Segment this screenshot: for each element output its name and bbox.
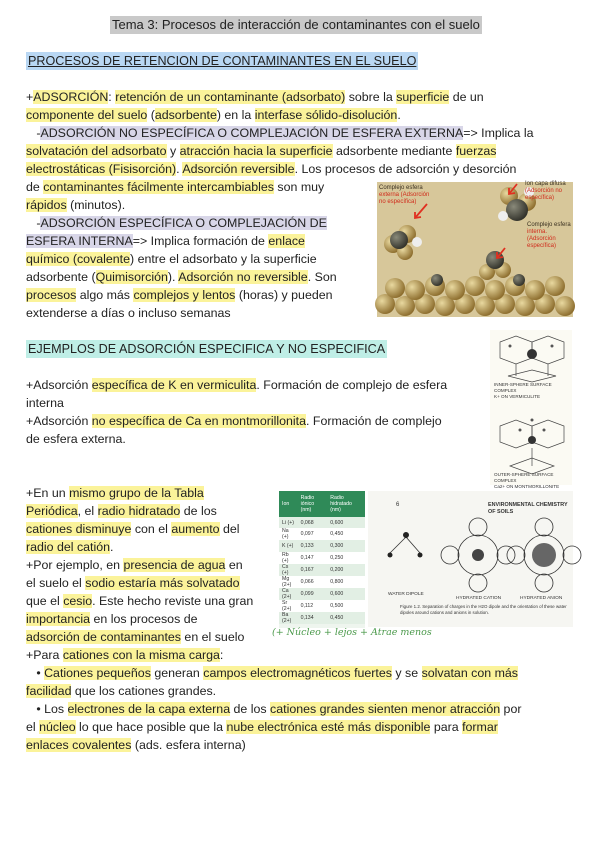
text-segment: de esfera externa. <box>26 432 126 446</box>
highlighted-text: interfase sólido-disolución <box>254 108 398 122</box>
table-cell: 0,112 <box>300 602 314 609</box>
surface-complex-figure <box>490 330 572 489</box>
text-segment: . <box>110 540 114 554</box>
surface-complex-drawing <box>490 330 572 485</box>
text-line <box>26 106 533 124</box>
table-cell: 0,133 <box>300 543 314 550</box>
highlighted-text: complejos y lentos <box>133 288 236 302</box>
highlighted-text: químico (covalente <box>26 252 130 266</box>
highlighted-text: rápidos <box>26 198 67 212</box>
table-cell: Cs (+) <box>282 563 289 576</box>
table-cell: 0,097 <box>300 531 314 538</box>
figure-page-number: 6 <box>396 502 400 508</box>
highlighted-text: sodio estaría más solvatado <box>85 576 240 590</box>
highlighted-text: enlace <box>268 234 305 248</box>
table-header: Radio hidratado (nm) <box>330 495 352 513</box>
highlighted-text: solvatación del adsorbato <box>26 144 167 158</box>
text-line <box>26 700 521 718</box>
text-line <box>26 682 521 700</box>
table-row <box>279 540 365 551</box>
highlighted-text: radio del catión <box>26 540 111 554</box>
table-cell: Mg (2+) <box>282 575 292 588</box>
text-segment: de <box>26 180 44 194</box>
text-segment: . Son <box>307 270 337 284</box>
table-cell: 0,134 <box>300 614 314 621</box>
text-segment: por <box>500 702 522 716</box>
text-line <box>26 430 447 448</box>
table-cell: Li (+) <box>282 519 294 526</box>
table-cell: Na (+) <box>282 528 289 541</box>
table-cell: K (+) <box>282 543 294 550</box>
highlighted-text: nube electrónica esté más disponible <box>226 720 431 734</box>
text-segment: y <box>166 144 180 158</box>
text-segment: . Este hecho reviste una gran <box>92 594 254 608</box>
table-row <box>279 564 365 576</box>
text-line <box>26 142 533 160</box>
text-segment: sobre la <box>345 90 397 104</box>
text-line <box>26 124 533 142</box>
section-heading-ejemplos: EJEMPLOS DE ADSORCIÓN ESPECIFICA Y NO ESPECIFICA <box>28 342 386 356</box>
text-segment: +En un <box>26 486 70 500</box>
highlighted-text: ESFERA INTERNA <box>26 234 133 248</box>
text-segment: +Adsorción <box>26 378 92 392</box>
table-row <box>279 612 365 624</box>
text-segment: de los <box>180 504 217 518</box>
label-outer-sphere: Complejo esfera externa (Adsorción no específica) <box>379 185 430 205</box>
text-line <box>26 718 521 736</box>
handwritten-note: (+ Núcleo + lejos + Atrae menos <box>272 627 432 638</box>
text-segment: (horas) y pueden <box>235 288 333 302</box>
highlighted-text: enlaces covalentes <box>26 738 132 752</box>
highlighted-text: campos electromagnéticos fuertes <box>203 666 392 680</box>
highlighted-text: núcleo <box>39 720 76 734</box>
label-inner-sphere: Complejo esfera interna. (Adsorción específica) <box>527 222 571 249</box>
table-cell: 0,250 <box>330 554 344 561</box>
text-segment: ( <box>147 108 155 122</box>
text-segment: . Formación de complejo de esfera <box>256 378 448 392</box>
table-cell: 0,167 <box>300 566 314 573</box>
text-segment: el <box>26 720 40 734</box>
table-cell: 0,800 <box>330 578 344 585</box>
highlighted-text: importancia <box>26 612 91 626</box>
highlighted-text: fuerzas <box>455 144 497 158</box>
table-header: Radio iónico (nm) <box>300 495 315 513</box>
highlighted-text: atracción hacia la superficie <box>179 144 333 158</box>
highlighted-text: electrostáticas (Fisisorción) <box>26 162 177 176</box>
text-line <box>26 376 447 394</box>
highlighted-text: mismo grupo de la Tabla <box>69 486 204 500</box>
text-segment: : <box>108 90 116 104</box>
table-row <box>279 600 365 612</box>
label-outer-complex: OUTER-SPHERE SURFACE COMPLEX Ca2+ ON MONTMORILLONITE <box>494 472 560 489</box>
table-row <box>279 528 365 540</box>
text-segment: ). <box>167 270 179 284</box>
text-segment: el suelo el <box>26 576 86 590</box>
water-dipole-figure <box>368 491 573 627</box>
text-segment: en el suelo <box>180 630 245 644</box>
table-cell: 0,600 <box>330 519 344 526</box>
table-cell: Rb (+) <box>282 551 289 564</box>
table-cell: 0,450 <box>330 531 344 538</box>
table-cell: 0,200 <box>330 566 344 573</box>
highlighted-text: ADSORCIÓN <box>33 90 109 104</box>
text-segment: algo más <box>76 288 134 302</box>
table-cell: 0,300 <box>330 543 344 550</box>
text-segment: con el <box>131 522 172 536</box>
text-segment: - <box>26 126 41 140</box>
text-segment: generan <box>150 666 204 680</box>
highlighted-text: específica de K en vermiculita <box>91 378 257 392</box>
text-segment: en <box>225 558 243 572</box>
highlighted-text: Cationes pequeños <box>44 666 151 680</box>
text-segment: . Formación de complejo <box>305 414 442 428</box>
table-row <box>279 576 365 588</box>
highlighted-text: Adsorción no reversible <box>178 270 308 284</box>
section-heading-retencion: PROCESOS DE RETENCION DE CONTAMINANTES EN EL SUELO <box>28 54 417 68</box>
text-segment: • <box>26 666 45 680</box>
highlighted-text: facilidad <box>26 684 72 698</box>
text-segment: ) entre el adsorbato y la superficie <box>130 252 317 266</box>
text-segment: (minutos). <box>66 198 126 212</box>
text-segment: : <box>219 648 224 662</box>
text-segment: interna <box>26 396 64 410</box>
text-segment: => Implica formación de <box>132 234 269 248</box>
text-segment: de un <box>449 90 484 104</box>
table-cell: 0,600 <box>330 590 344 597</box>
text-segment: en los procesos de <box>90 612 198 626</box>
table-row <box>279 552 365 564</box>
text-segment: +Adsorción <box>26 414 92 428</box>
table-header: Ion <box>282 501 290 507</box>
text-segment: • Los <box>26 702 68 716</box>
text-segment: y se <box>391 666 422 680</box>
text-line <box>26 160 533 178</box>
highlighted-text: Quimisorción <box>95 270 168 284</box>
label-water-dipole: WATER DIPOLE <box>388 592 424 597</box>
text-segment: adsorbente mediante <box>332 144 456 158</box>
table-cell: 0,500 <box>330 602 344 609</box>
text-line <box>26 646 521 664</box>
highlighted-text: ADSORCIÓN ESPECÍFICA O COMPLEJACIÓN DE <box>40 216 327 230</box>
table-cell: 0,147 <box>300 554 314 561</box>
text-line <box>26 736 521 754</box>
text-segment: que los cationes grandes. <box>71 684 217 698</box>
table-row <box>279 517 365 528</box>
table-cell: 0,099 <box>300 590 314 597</box>
figure-running-header: ENVIRONMENTAL CHEMISTRY OF SOILS <box>488 502 568 515</box>
text-segment: +Para <box>26 648 63 662</box>
table-cell: Sr (2+) <box>282 599 292 612</box>
figure-caption: Figure 1.2. Separation of charges in the H2O dipole and the orientation of these water dipoles around cations and anions in solution. <box>400 604 567 615</box>
highlighted-text: no específica de Ca en montmorillonita <box>91 414 306 428</box>
table-cell: Ba (2+) <box>282 611 292 624</box>
table-cell: 0,450 <box>330 614 344 621</box>
label-inner-complex: INNER-SPHERE SURFACE COMPLEX K+ ON VERMICULITE <box>494 382 552 399</box>
text-line <box>26 394 447 412</box>
text-segment: . Los procesos de adsorción y desorción <box>294 162 517 176</box>
text-segment: adsorbente ( <box>26 270 96 284</box>
text-segment: , el <box>77 504 98 518</box>
text-segment: del <box>219 522 240 536</box>
highlighted-text: adsorbente <box>154 108 217 122</box>
highlighted-text: solvatan con más <box>421 666 518 680</box>
highlighted-text: aumento <box>171 522 220 536</box>
table-row <box>279 588 365 600</box>
text-segment: + <box>26 90 34 104</box>
highlighted-text: cesio <box>63 594 93 608</box>
text-segment: extenderse a días o incluso semanas <box>26 306 231 320</box>
highlighted-text: Periódica <box>26 504 78 518</box>
table-cell: 0,066 <box>300 578 314 585</box>
text-segment: ) en la <box>216 108 255 122</box>
highlighted-text: cationes con la misma carga <box>62 648 220 662</box>
highlighted-text: formar <box>462 720 498 734</box>
text-segment: => Implica la <box>463 126 534 140</box>
page-title: Tema 3: Procesos de interacción de contaminantes con el suelo <box>112 17 480 32</box>
highlighted-text: cationes disminuye <box>26 522 132 536</box>
text-segment: que el <box>26 594 64 608</box>
label-hydrated-anion: HYDRATED ANION <box>520 596 563 601</box>
highlighted-text: electrones de la capa externa <box>67 702 231 716</box>
text-segment: . <box>176 162 183 176</box>
text-segment: de los <box>230 702 271 716</box>
text-segment: - <box>26 216 41 230</box>
adsorption-complexes-figure <box>377 182 573 317</box>
text-segment: lo que hace posible que la <box>75 720 227 734</box>
highlighted-text: cationes grandes sienten menor atracción <box>270 702 501 716</box>
text-segment: para <box>430 720 463 734</box>
ionic-radius-table <box>279 491 365 624</box>
label-hydrated-cation: HYDRATED CATION <box>456 596 502 601</box>
highlighted-text: adsorción de contaminantes <box>26 630 181 644</box>
highlighted-text: radio hidratado <box>97 504 181 518</box>
text-line <box>26 88 533 106</box>
highlighted-text: retención de un contaminante (adsorbato) <box>115 90 346 104</box>
text-line <box>26 664 521 682</box>
highlighted-text: superficie <box>396 90 450 104</box>
highlighted-text: presencia de agua <box>123 558 226 572</box>
highlighted-text: contaminantes fácilmente intercambiables <box>43 180 274 194</box>
text-segment: son muy <box>273 180 325 194</box>
text-segment: (ads. esfera interna) <box>131 738 246 752</box>
text-line <box>26 412 447 430</box>
highlighted-text: componente del suelo <box>26 108 148 122</box>
table-cell: 0,068 <box>300 519 314 526</box>
hydrated-radius-table <box>279 491 365 628</box>
text-segment: . <box>397 108 401 122</box>
section-ejemplos-body <box>26 376 447 448</box>
table-cell: Ca (2+) <box>282 587 292 600</box>
highlighted-text: Adsorción reversible <box>182 162 295 176</box>
text-segment: +Por ejemplo, en <box>26 558 124 572</box>
highlighted-text: procesos <box>26 288 77 302</box>
highlighted-text: ADSORCIÓN NO ESPECÍFICA O COMPLEJACIÓN DE ESFERA EXTERNA <box>40 126 464 140</box>
label-diffuse-ion: Ion capa difusa (Adsorción no específica) <box>525 181 566 201</box>
